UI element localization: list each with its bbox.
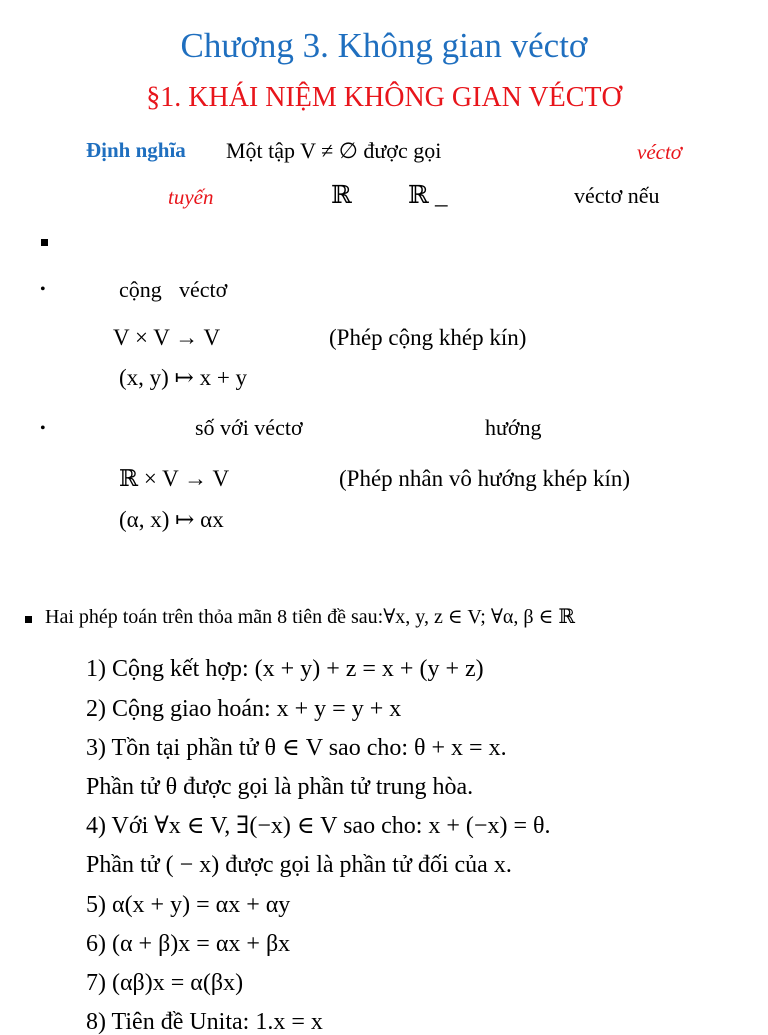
addition-closed-note: (Phép cộng khép kín) [329, 325, 527, 350]
real-symbol-2: ℝ _ [408, 182, 448, 209]
square-bullet-icon [41, 239, 48, 246]
dot-bullet-icon: • [40, 281, 46, 298]
multiplication-rule: (α, x) ↦ αx [119, 507, 224, 532]
axiom-5: 5) α(x + y) = αx + αy [86, 892, 291, 918]
add-word-vecto: véctơ [179, 277, 228, 302]
axiom-3: 3) Tồn tại phần tử θ ∈ V sao cho: θ + x = x. [86, 735, 507, 761]
axiom-3-note: Phần tử θ được gọi là phần tử trung hòa. [86, 774, 474, 800]
axiom-2: 2) Cộng giao hoán: x + y = y + x [86, 696, 402, 722]
axiom-6: 6) (α + β)x = αx + βx [86, 931, 291, 957]
definition-vecto-neu: véctơ nếu [574, 183, 660, 208]
axiom-1: 1) Cộng kết hợp: (x + y) + z = x + (y + z) [86, 656, 484, 682]
multiplication-mapping: ℝ × V → V [119, 466, 230, 491]
dot-bullet-icon: • [40, 420, 46, 437]
definition-label: Định nghĩa [86, 138, 186, 162]
add-word-cong: cộng [119, 277, 162, 302]
definition-vecto-red: véctơ [637, 140, 683, 164]
multiplication-huong: hướng [485, 415, 542, 440]
axiom-4-note: Phần tử ( − x) được gọi là phần tử đối của x. [86, 852, 512, 878]
axioms-intro: Hai phép toán trên thỏa mãn 8 tiên đề sau:∀x, y, z ∈ V; ∀α, β ∈ ℝ [45, 606, 575, 628]
definition-tuyen-red: tuyến [168, 185, 214, 209]
real-symbol-1: ℝ [331, 182, 352, 209]
section-title: §1. KHÁI NIỆM KHÔNG GIAN VÉCTƠ [146, 82, 622, 113]
axiom-4: 4) Với ∀x ∈ V, ∃(−x) ∈ V sao cho: x + (−x) = θ. [86, 813, 551, 839]
square-bullet-icon [25, 616, 32, 623]
multiplication-closed-note: (Phép nhân vô hướng khép kín) [339, 466, 631, 491]
addition-rule: (x, y) ↦ x + y [119, 365, 248, 390]
chapter-title: Chương 3. Không gian véctơ [180, 26, 588, 65]
addition-mapping: V × V → V [113, 325, 221, 350]
axiom-7: 7) (αβ)x = α(βx) [86, 970, 244, 996]
definition-text: Một tập V ≠ ∅ được gọi [226, 138, 442, 163]
axiom-8: 8) Tiên đề Unita: 1.x = x [86, 1009, 323, 1035]
multiplication-words: số với véctơ [195, 415, 303, 440]
